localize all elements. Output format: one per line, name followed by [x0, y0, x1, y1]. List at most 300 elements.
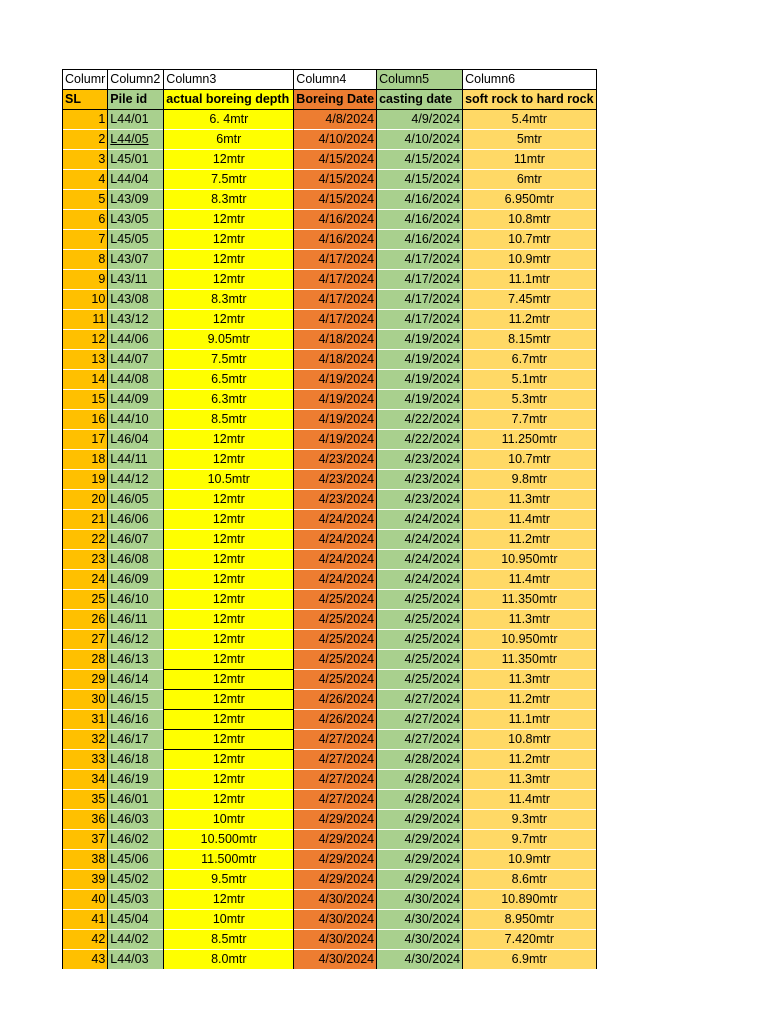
rock-depth-cell[interactable]: 11.3mtr [463, 610, 597, 630]
table-row [63, 930, 597, 950]
casting-date-cell[interactable]: 4/19/2024 [377, 370, 463, 390]
sl-cell[interactable]: 10 [63, 290, 108, 310]
casting-date-cell[interactable]: 4/17/2024 [377, 250, 463, 270]
rock-depth-cell[interactable]: 11.4mtr [463, 790, 597, 810]
casting-date-cell[interactable]: 4/16/2024 [377, 190, 463, 210]
pile-id-cell[interactable]: L46/01 [108, 790, 164, 810]
depth-cell[interactable]: 8.0mtr [164, 950, 294, 970]
table-row [63, 670, 597, 690]
sl-cell[interactable]: 21 [63, 510, 108, 530]
depth-cell[interactable]: 10.500mtr [164, 830, 294, 850]
depth-cell[interactable]: 12mtr [164, 570, 294, 590]
rock-depth-cell[interactable]: 11.4mtr [463, 510, 597, 530]
boreing-date-cell[interactable]: 4/17/2024 [294, 290, 377, 310]
rock-depth-cell[interactable]: 11mtr [463, 150, 597, 170]
rock-depth-cell[interactable]: 10.950mtr [463, 630, 597, 650]
rock-depth-cell[interactable]: 10.950mtr [463, 550, 597, 570]
depth-cell[interactable]: 12mtr [164, 670, 294, 690]
sl-cell[interactable]: 36 [63, 810, 108, 830]
sl-cell[interactable]: 19 [63, 470, 108, 490]
pile-id-cell[interactable] [108, 130, 164, 150]
casting-date-cell[interactable]: 4/27/2024 [377, 710, 463, 730]
sl-cell[interactable]: 7 [63, 230, 108, 250]
pile-id-cell[interactable]: L44/01 [108, 110, 164, 130]
sl-cell[interactable]: 40 [63, 890, 108, 910]
rock-depth-cell[interactable]: 10.8mtr [463, 730, 597, 750]
casting-date-cell[interactable]: 4/30/2024 [377, 950, 463, 970]
boreing-date-cell[interactable]: 4/15/2024 [294, 170, 377, 190]
sl-cell[interactable]: 12 [63, 330, 108, 350]
casting-date-cell[interactable]: 4/24/2024 [377, 550, 463, 570]
pile-data-table [62, 69, 597, 969]
pile-id-cell[interactable]: L46/11 [108, 610, 164, 630]
sl-cell[interactable]: 17 [63, 430, 108, 450]
sl-cell[interactable]: 24 [63, 570, 108, 590]
sl-cell[interactable]: 28 [63, 650, 108, 670]
boreing-date-cell[interactable]: 4/25/2024 [294, 610, 377, 630]
rock-depth-cell[interactable]: 9.8mtr [463, 470, 597, 490]
rock-depth-cell[interactable]: 11.3mtr [463, 490, 597, 510]
rock-depth-cell[interactable]: 10.9mtr [463, 250, 597, 270]
table-row [63, 390, 597, 410]
pile-id-cell[interactable]: L46/03 [108, 810, 164, 830]
casting-date-cell[interactable]: 4/29/2024 [377, 830, 463, 850]
casting-date-cell[interactable]: 4/27/2024 [377, 690, 463, 710]
pile-id-cell[interactable]: L46/02 [108, 830, 164, 850]
table-row [63, 430, 597, 450]
pile-id-cell[interactable]: L46/16 [108, 710, 164, 730]
table-row [63, 770, 597, 790]
depth-cell[interactable]: 9.5mtr [164, 870, 294, 890]
depth-cell[interactable]: 12mtr [164, 210, 294, 230]
casting-date-cell[interactable]: 4/17/2024 [377, 270, 463, 290]
pile-id-cell[interactable]: L44/12 [108, 470, 164, 490]
sl-cell[interactable]: 31 [63, 710, 108, 730]
casting-date-cell[interactable]: 4/25/2024 [377, 630, 463, 650]
depth-cell[interactable]: 10mtr [164, 910, 294, 930]
sl-cell[interactable]: 34 [63, 770, 108, 790]
pile-id-cell[interactable]: L46/17 [108, 730, 164, 750]
sl-cell[interactable]: 20 [63, 490, 108, 510]
casting-date-cell[interactable]: 4/24/2024 [377, 570, 463, 590]
boreing-date-cell[interactable]: 4/15/2024 [294, 190, 377, 210]
table-row [63, 310, 597, 330]
sl-cell[interactable]: 26 [63, 610, 108, 630]
casting-date-cell[interactable]: 4/15/2024 [377, 170, 463, 190]
pile-id-cell[interactable]: L46/10 [108, 590, 164, 610]
pile-id-cell[interactable]: L43/07 [108, 250, 164, 270]
sl-cell[interactable]: 11 [63, 310, 108, 330]
rock-depth-cell[interactable]: 7.420mtr [463, 930, 597, 950]
pile-id-cell[interactable]: L44/02 [108, 930, 164, 950]
depth-cell[interactable]: 12mtr [164, 550, 294, 570]
rock-depth-cell[interactable]: 6.9mtr [463, 950, 597, 970]
depth-cell[interactable]: 6.3mtr [164, 390, 294, 410]
table-row [63, 590, 597, 610]
depth-cell[interactable]: 12mtr [164, 750, 294, 770]
casting-date-cell[interactable]: 4/22/2024 [377, 410, 463, 430]
rock-depth-cell[interactable]: 9.7mtr [463, 830, 597, 850]
sl-cell[interactable]: 32 [63, 730, 108, 750]
sl-cell[interactable]: 5 [63, 190, 108, 210]
sl-cell[interactable]: 6 [63, 210, 108, 230]
column-name-3[interactable]: Column3 [164, 70, 294, 90]
table-row [63, 750, 597, 770]
depth-cell[interactable]: 7.5mtr [164, 170, 294, 190]
pile-id-cell[interactable]: L46/14 [108, 670, 164, 690]
header-boreing-date[interactable]: Boreing Date [294, 90, 377, 110]
pile-id-cell[interactable]: L46/09 [108, 570, 164, 590]
column-name-6[interactable]: Column6 [463, 70, 597, 90]
rock-depth-cell[interactable]: 10.7mtr [463, 450, 597, 470]
boreing-date-cell[interactable]: 4/19/2024 [294, 410, 377, 430]
sl-cell[interactable]: 42 [63, 930, 108, 950]
pile-id-cell[interactable]: L44/03 [108, 950, 164, 970]
rock-depth-cell[interactable]: 11.2mtr [463, 310, 597, 330]
casting-date-cell[interactable]: 4/30/2024 [377, 910, 463, 930]
boreing-date-cell[interactable]: 4/24/2024 [294, 530, 377, 550]
boreing-date-cell[interactable]: 4/15/2024 [294, 150, 377, 170]
pile-id-cell[interactable]: L44/04 [108, 170, 164, 190]
rock-depth-cell[interactable]: 11.4mtr [463, 570, 597, 590]
depth-cell[interactable]: 12mtr [164, 430, 294, 450]
rock-depth-cell[interactable]: 5.1mtr [463, 370, 597, 390]
rock-depth-cell[interactable]: 8.6mtr [463, 870, 597, 890]
sl-cell[interactable]: 2 [63, 130, 108, 150]
boreing-date-cell[interactable]: 4/27/2024 [294, 730, 377, 750]
casting-date-cell[interactable]: 4/23/2024 [377, 450, 463, 470]
rock-depth-cell[interactable]: 8.950mtr [463, 910, 597, 930]
depth-cell[interactable]: 12mtr [164, 230, 294, 250]
depth-cell[interactable]: 12mtr [164, 770, 294, 790]
table-row [63, 170, 597, 190]
pile-id-cell[interactable]: L43/12 [108, 310, 164, 330]
depth-cell[interactable]: 12mtr [164, 510, 294, 530]
boreing-date-cell[interactable]: 4/23/2024 [294, 450, 377, 470]
column-name-1[interactable]: Columr [63, 70, 108, 90]
sl-cell[interactable]: 18 [63, 450, 108, 470]
boreing-date-cell[interactable]: 4/26/2024 [294, 710, 377, 730]
casting-date-cell[interactable]: 4/24/2024 [377, 530, 463, 550]
table-row [63, 650, 597, 670]
depth-cell[interactable]: 12mtr [164, 710, 294, 730]
casting-date-cell[interactable]: 4/15/2024 [377, 150, 463, 170]
casting-date-cell[interactable]: 4/22/2024 [377, 430, 463, 450]
sl-cell[interactable]: 1 [63, 110, 108, 130]
boreing-date-cell[interactable]: 4/30/2024 [294, 950, 377, 970]
sl-cell[interactable]: 39 [63, 870, 108, 890]
boreing-date-cell[interactable]: 4/24/2024 [294, 550, 377, 570]
sl-cell[interactable]: 43 [63, 950, 108, 970]
sl-cell[interactable]: 13 [63, 350, 108, 370]
pile-id-cell[interactable]: L43/09 [108, 190, 164, 210]
casting-date-cell[interactable]: 4/17/2024 [377, 310, 463, 330]
rock-depth-cell[interactable]: 11.2mtr [463, 530, 597, 550]
depth-cell[interactable]: 8.5mtr [164, 930, 294, 950]
sl-cell[interactable]: 4 [63, 170, 108, 190]
boreing-date-cell[interactable]: 4/16/2024 [294, 230, 377, 250]
depth-cell[interactable]: 12mtr [164, 890, 294, 910]
sl-cell[interactable]: 27 [63, 630, 108, 650]
rock-depth-cell[interactable]: 11.1mtr [463, 710, 597, 730]
pile-id-cell[interactable]: L46/07 [108, 530, 164, 550]
depth-cell[interactable]: 11.500mtr [164, 850, 294, 870]
boreing-date-cell[interactable]: 4/30/2024 [294, 890, 377, 910]
rock-depth-cell[interactable]: 8.15mtr [463, 330, 597, 350]
rock-depth-cell[interactable]: 6.950mtr [463, 190, 597, 210]
depth-cell[interactable]: 6.5mtr [164, 370, 294, 390]
boreing-date-cell[interactable]: 4/26/2024 [294, 690, 377, 710]
casting-date-cell[interactable]: 4/25/2024 [377, 610, 463, 630]
boreing-date-cell[interactable]: 4/30/2024 [294, 930, 377, 950]
casting-date-cell[interactable]: 4/27/2024 [377, 730, 463, 750]
pile-id-cell[interactable]: L44/11 [108, 450, 164, 470]
casting-date-cell[interactable]: 4/19/2024 [377, 350, 463, 370]
boreing-date-cell[interactable]: 4/23/2024 [294, 470, 377, 490]
depth-cell[interactable]: 12mtr [164, 590, 294, 610]
table-row [63, 870, 597, 890]
boreing-date-cell[interactable]: 4/30/2024 [294, 910, 377, 930]
sl-cell[interactable]: 37 [63, 830, 108, 850]
sl-cell[interactable]: 41 [63, 910, 108, 930]
rock-depth-cell[interactable]: 11.3mtr [463, 670, 597, 690]
rock-depth-cell[interactable]: 10.890mtr [463, 890, 597, 910]
table-row [63, 550, 597, 570]
casting-date-cell[interactable]: 4/17/2024 [377, 290, 463, 310]
header-actual-boreing-depth[interactable]: actual boreing depth [164, 90, 294, 110]
pile-id-cell[interactable]: L45/01 [108, 150, 164, 170]
column-name-2[interactable]: Column2 [108, 70, 164, 90]
depth-cell[interactable]: 12mtr [164, 690, 294, 710]
boreing-date-cell[interactable]: 4/17/2024 [294, 270, 377, 290]
rock-depth-cell[interactable]: 11.350mtr [463, 590, 597, 610]
casting-date-cell[interactable]: 4/24/2024 [377, 510, 463, 530]
casting-date-cell[interactable]: 4/30/2024 [377, 930, 463, 950]
pile-id-cell[interactable]: L44/06 [108, 330, 164, 350]
pile-id-cell[interactable]: L46/19 [108, 770, 164, 790]
rock-depth-cell[interactable]: 10.7mtr [463, 230, 597, 250]
pile-id-cell[interactable]: L44/09 [108, 390, 164, 410]
depth-cell[interactable]: 12mtr [164, 790, 294, 810]
rock-depth-cell[interactable]: 10.8mtr [463, 210, 597, 230]
table-row [63, 190, 597, 210]
header-sl[interactable]: SL [63, 90, 108, 110]
boreing-date-cell[interactable]: 4/25/2024 [294, 670, 377, 690]
depth-cell[interactable]: 9.05mtr [164, 330, 294, 350]
boreing-date-cell[interactable]: 4/19/2024 [294, 370, 377, 390]
depth-cell[interactable]: 6. 4mtr [164, 110, 294, 130]
casting-date-cell[interactable]: 4/29/2024 [377, 850, 463, 870]
casting-date-cell[interactable]: 4/25/2024 [377, 590, 463, 610]
boreing-date-cell[interactable]: 4/17/2024 [294, 310, 377, 330]
pile-id-cell[interactable]: L45/05 [108, 230, 164, 250]
column-name-5[interactable]: Column5 [377, 70, 463, 90]
depth-cell[interactable]: 8.3mtr [164, 290, 294, 310]
depth-cell[interactable]: 12mtr [164, 270, 294, 290]
depth-cell[interactable]: 12mtr [164, 610, 294, 630]
header-soft-rock-to-hard-rock[interactable]: soft rock to hard rock [463, 90, 597, 110]
sl-cell[interactable]: 29 [63, 670, 108, 690]
table-row [63, 150, 597, 170]
table-row [63, 110, 597, 130]
rock-depth-cell[interactable]: 9.3mtr [463, 810, 597, 830]
casting-date-cell[interactable]: 4/29/2024 [377, 870, 463, 890]
table-row [63, 690, 597, 710]
depth-cell[interactable]: 8.5mtr [164, 410, 294, 430]
pile-id-cell[interactable]: L44/08 [108, 370, 164, 390]
table-row [63, 830, 597, 850]
boreing-date-cell[interactable]: 4/18/2024 [294, 350, 377, 370]
pile-id-cell[interactable]: L45/04 [108, 910, 164, 930]
depth-cell[interactable]: 12mtr [164, 150, 294, 170]
column-name-row [63, 70, 597, 90]
rock-depth-cell[interactable]: 5.4mtr [463, 110, 597, 130]
boreing-date-cell[interactable]: 4/19/2024 [294, 390, 377, 410]
pile-id-cell[interactable]: L46/18 [108, 750, 164, 770]
boreing-date-cell[interactable]: 4/18/2024 [294, 330, 377, 350]
column-name-4[interactable]: Column4 [294, 70, 377, 90]
pile-id-cell[interactable]: L46/12 [108, 630, 164, 650]
casting-date-cell[interactable]: 4/19/2024 [377, 330, 463, 350]
table-row [63, 850, 597, 870]
casting-date-cell[interactable]: 4/16/2024 [377, 230, 463, 250]
pile-id-cell[interactable]: L45/02 [108, 870, 164, 890]
table-row [63, 810, 597, 830]
sl-cell[interactable]: 15 [63, 390, 108, 410]
rock-depth-cell[interactable]: 10.9mtr [463, 850, 597, 870]
casting-date-cell[interactable]: 4/19/2024 [377, 390, 463, 410]
boreing-date-cell[interactable]: 4/24/2024 [294, 510, 377, 530]
depth-cell[interactable]: 12mtr [164, 310, 294, 330]
depth-cell[interactable]: 10.5mtr [164, 470, 294, 490]
depth-cell[interactable]: 12mtr [164, 530, 294, 550]
sl-cell[interactable]: 38 [63, 850, 108, 870]
pile-id-cell[interactable]: L46/06 [108, 510, 164, 530]
sl-cell[interactable]: 14 [63, 370, 108, 390]
casting-date-cell[interactable]: 4/28/2024 [377, 790, 463, 810]
casting-date-cell[interactable]: 4/29/2024 [377, 810, 463, 830]
rock-depth-cell[interactable]: 11.3mtr [463, 770, 597, 790]
table-row [63, 410, 597, 430]
boreing-date-cell[interactable]: 4/29/2024 [294, 870, 377, 890]
depth-cell[interactable]: 7.5mtr [164, 350, 294, 370]
table-row [63, 470, 597, 490]
sl-cell[interactable]: 9 [63, 270, 108, 290]
boreing-date-cell[interactable]: 4/23/2024 [294, 490, 377, 510]
sl-cell[interactable]: 33 [63, 750, 108, 770]
depth-cell[interactable]: 10mtr [164, 810, 294, 830]
boreing-date-cell[interactable]: 4/29/2024 [294, 810, 377, 830]
pile-id-cell[interactable]: L45/06 [108, 850, 164, 870]
boreing-date-cell[interactable]: 4/29/2024 [294, 830, 377, 850]
table-row [63, 270, 597, 290]
boreing-date-cell[interactable]: 4/27/2024 [294, 770, 377, 790]
boreing-date-cell[interactable]: 4/10/2024 [294, 130, 377, 150]
depth-cell[interactable]: 12mtr [164, 630, 294, 650]
pile-id-cell[interactable]: L43/05 [108, 210, 164, 230]
sl-cell[interactable]: 30 [63, 690, 108, 710]
pile-id-cell[interactable]: L44/07 [108, 350, 164, 370]
sl-cell[interactable]: 23 [63, 550, 108, 570]
boreing-date-cell[interactable]: 4/29/2024 [294, 850, 377, 870]
header-casting-date[interactable]: casting date [377, 90, 463, 110]
pile-id-cell[interactable]: L46/04 [108, 430, 164, 450]
table-row [63, 210, 597, 230]
rock-depth-cell[interactable]: 7.7mtr [463, 410, 597, 430]
depth-cell[interactable]: 12mtr [164, 730, 294, 750]
rock-depth-cell[interactable]: 6.7mtr [463, 350, 597, 370]
rock-depth-cell[interactable]: 11.250mtr [463, 430, 597, 450]
boreing-date-cell[interactable]: 4/17/2024 [294, 250, 377, 270]
casting-date-cell[interactable]: 4/23/2024 [377, 490, 463, 510]
casting-date-cell[interactable]: 4/25/2024 [377, 670, 463, 690]
boreing-date-cell[interactable]: 4/24/2024 [294, 570, 377, 590]
depth-cell[interactable]: 6mtr [164, 130, 294, 150]
table-row [63, 370, 597, 390]
casting-date-cell[interactable]: 4/9/2024 [377, 110, 463, 130]
pile-id-cell[interactable]: L46/08 [108, 550, 164, 570]
rock-depth-cell[interactable]: 5.3mtr [463, 390, 597, 410]
rock-depth-cell[interactable]: 11.350mtr [463, 650, 597, 670]
boreing-date-cell[interactable]: 4/8/2024 [294, 110, 377, 130]
boreing-date-cell[interactable]: 4/25/2024 [294, 590, 377, 610]
depth-cell[interactable]: 12mtr [164, 450, 294, 470]
pile-id-cell[interactable]: L46/15 [108, 690, 164, 710]
pile-id-cell[interactable]: L43/08 [108, 290, 164, 310]
sl-cell[interactable]: 35 [63, 790, 108, 810]
depth-cell[interactable]: 8.3mtr [164, 190, 294, 210]
table-row [63, 250, 597, 270]
casting-date-cell[interactable]: 4/10/2024 [377, 130, 463, 150]
rock-depth-cell[interactable]: 6mtr [463, 170, 597, 190]
sl-cell[interactable]: 3 [63, 150, 108, 170]
sl-cell[interactable]: 25 [63, 590, 108, 610]
casting-date-cell[interactable]: 4/23/2024 [377, 470, 463, 490]
table-row [63, 630, 597, 650]
pile-id-cell[interactable]: L44/10 [108, 410, 164, 430]
boreing-date-cell[interactable]: 4/16/2024 [294, 210, 377, 230]
header-pile-id[interactable]: Pile id [108, 90, 164, 110]
casting-date-cell[interactable]: 4/25/2024 [377, 650, 463, 670]
boreing-date-cell[interactable]: 4/25/2024 [294, 630, 377, 650]
depth-cell[interactable]: 12mtr [164, 250, 294, 270]
sl-cell[interactable]: 16 [63, 410, 108, 430]
boreing-date-cell[interactable]: 4/19/2024 [294, 430, 377, 450]
boreing-date-cell[interactable]: 4/27/2024 [294, 790, 377, 810]
rock-depth-cell[interactable]: 11.2mtr [463, 750, 597, 770]
casting-date-cell[interactable]: 4/30/2024 [377, 890, 463, 910]
pile-id-cell[interactable]: L43/11 [108, 270, 164, 290]
depth-cell[interactable]: 12mtr [164, 650, 294, 670]
table-row [63, 290, 597, 310]
boreing-date-cell[interactable]: 4/25/2024 [294, 650, 377, 670]
rock-depth-cell[interactable]: 5mtr [463, 130, 597, 150]
rock-depth-cell[interactable]: 11.2mtr [463, 690, 597, 710]
sl-cell[interactable]: 22 [63, 530, 108, 550]
table-row [63, 510, 597, 530]
depth-cell[interactable]: 12mtr [164, 490, 294, 510]
rock-depth-cell[interactable]: 7.45mtr [463, 290, 597, 310]
casting-date-cell[interactable]: 4/16/2024 [377, 210, 463, 230]
rock-depth-cell[interactable]: 11.1mtr [463, 270, 597, 290]
pile-id-cell[interactable]: L45/03 [108, 890, 164, 910]
pile-id-cell[interactable]: L46/13 [108, 650, 164, 670]
boreing-date-cell[interactable]: 4/27/2024 [294, 750, 377, 770]
casting-date-cell[interactable]: 4/28/2024 [377, 770, 463, 790]
sl-cell[interactable]: 8 [63, 250, 108, 270]
casting-date-cell[interactable]: 4/28/2024 [377, 750, 463, 770]
pile-id-cell[interactable]: L46/05 [108, 490, 164, 510]
